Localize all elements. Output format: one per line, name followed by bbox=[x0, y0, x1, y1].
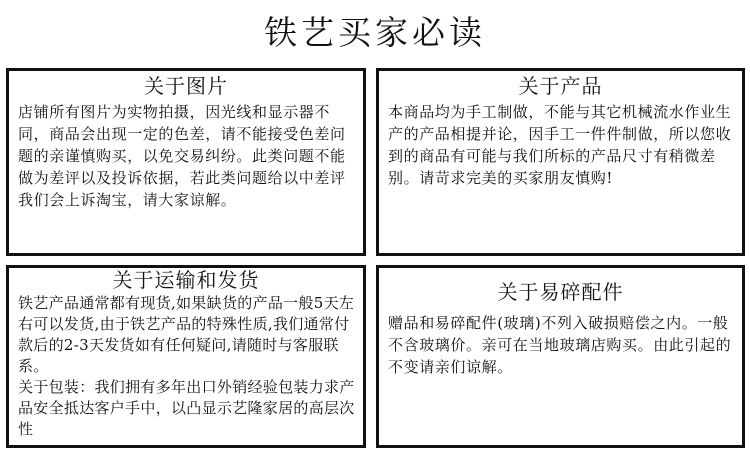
fragile-notice-text: 赠品和易碎配件(玻璃)不列入破损赔偿之内。一般不含玻璃价。亲可在当地玻璃店购买。由此引起的不变请亲们谅解。 bbox=[388, 314, 732, 376]
packing-text: 关于包装：我们拥有多年出口外销经验包装力求产品安全抵达客户手中，以凸显示艺隆家居的高层次性 bbox=[18, 378, 355, 438]
shipping-notice-heading: 关于运输和发货 bbox=[112, 268, 260, 292]
shipping-notice-panel bbox=[6, 265, 366, 448]
images-notice-panel bbox=[6, 68, 366, 256]
images-notice-text: 店铺所有图片为实物拍摄，因光线和显示器不同，商品会出现一定的色差，请不能接受色差问题的亲谨慎购买，以免交易纠纷。此类问题不能做为差评以及投诉依据，若此类问题给以中差评我们会上诉淘宝，请大家谅解。 bbox=[18, 103, 346, 209]
page-title: 铁艺买家必读 bbox=[264, 13, 486, 52]
fragile-notice-heading: 关于易碎配件 bbox=[497, 280, 624, 304]
fragile-notice-panel bbox=[376, 265, 745, 448]
product-notice-heading: 关于产品 bbox=[518, 74, 603, 98]
shipping-notice-text bbox=[9, 292, 363, 440]
images-notice-heading: 关于图片 bbox=[144, 74, 228, 98]
product-notice-panel bbox=[376, 68, 745, 256]
product-notice-text: 本商品均为手工制做，不能与其它机械流水作业生产的产品相提并论，因手工一件件制做，所以您收到的商品有可能与我们所标的产品尺寸有稍微差别。请苛求完美的买家朋友慎购! bbox=[388, 103, 732, 187]
shipping-text: 铁艺产品通常都有现货,如果缺货的产品一般5天左右可以发货,由于铁艺产品的特殊性质,我们通常付款后的2-3天发货如有任何疑问,请随时与客服联系。 bbox=[18, 294, 355, 375]
